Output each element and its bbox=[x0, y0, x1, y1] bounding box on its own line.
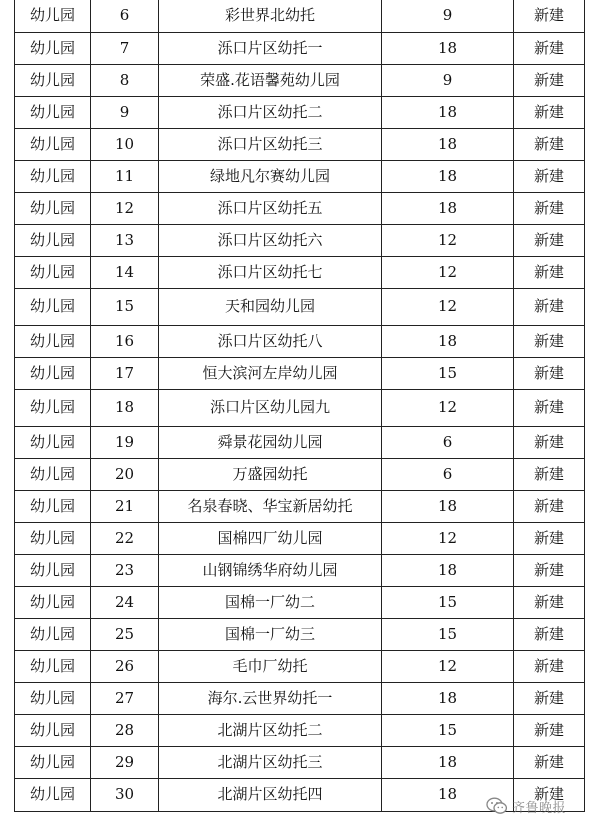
cell-type: 幼儿园 bbox=[15, 650, 91, 682]
table-row bbox=[15, 522, 585, 554]
cell-class-count: 18 bbox=[382, 325, 514, 357]
cell-class-count: 18 bbox=[382, 96, 514, 128]
cell-note: 新建 bbox=[514, 778, 585, 811]
cell-type: 幼儿园 bbox=[15, 357, 91, 389]
cell-number: 15 bbox=[91, 288, 159, 325]
cell-type: 幼儿园 bbox=[15, 160, 91, 192]
table-row bbox=[15, 714, 585, 746]
cell-note: 新建 bbox=[514, 325, 585, 357]
cell-number: 17 bbox=[91, 357, 159, 389]
table-row bbox=[15, 64, 585, 96]
cell-note: 新建 bbox=[514, 32, 585, 64]
cell-note: 新建 bbox=[514, 192, 585, 224]
table-body bbox=[15, 0, 585, 811]
cell-class-count: 12 bbox=[382, 288, 514, 325]
cell-number: 21 bbox=[91, 490, 159, 522]
cell-school-name: 泺口片区幼托五 bbox=[159, 192, 382, 224]
table-row bbox=[15, 160, 585, 192]
cell-number: 7 bbox=[91, 32, 159, 64]
table-row bbox=[15, 618, 585, 650]
cell-school-name: 绿地凡尔赛幼儿园 bbox=[159, 160, 382, 192]
table-row bbox=[15, 325, 585, 357]
cell-school-name: 泺口片区幼托六 bbox=[159, 224, 382, 256]
cell-number: 16 bbox=[91, 325, 159, 357]
table-row bbox=[15, 426, 585, 458]
cell-school-name: 海尔.云世界幼托一 bbox=[159, 682, 382, 714]
cell-class-count: 6 bbox=[382, 426, 514, 458]
cell-note: 新建 bbox=[514, 746, 585, 778]
cell-note: 新建 bbox=[514, 160, 585, 192]
table-row bbox=[15, 128, 585, 160]
table-row bbox=[15, 357, 585, 389]
cell-type: 幼儿园 bbox=[15, 458, 91, 490]
cell-note: 新建 bbox=[514, 650, 585, 682]
table-row bbox=[15, 554, 585, 586]
cell-number: 29 bbox=[91, 746, 159, 778]
cell-school-name: 万盛园幼托 bbox=[159, 458, 382, 490]
table-row bbox=[15, 389, 585, 426]
cell-type: 幼儿园 bbox=[15, 389, 91, 426]
table-row bbox=[15, 458, 585, 490]
cell-number: 14 bbox=[91, 256, 159, 288]
cell-school-name: 恒大滨河左岸幼儿园 bbox=[159, 357, 382, 389]
cell-type: 幼儿园 bbox=[15, 96, 91, 128]
cell-note: 新建 bbox=[514, 586, 585, 618]
table-row bbox=[15, 288, 585, 325]
cell-school-name: 北湖片区幼托三 bbox=[159, 746, 382, 778]
table-row bbox=[15, 96, 585, 128]
cell-class-count: 18 bbox=[382, 490, 514, 522]
cell-note: 新建 bbox=[514, 357, 585, 389]
cell-type: 幼儿园 bbox=[15, 586, 91, 618]
cell-class-count: 9 bbox=[382, 0, 514, 32]
cell-number: 23 bbox=[91, 554, 159, 586]
cell-note: 新建 bbox=[514, 522, 585, 554]
cell-note: 新建 bbox=[514, 224, 585, 256]
table-row bbox=[15, 746, 585, 778]
cell-class-count: 18 bbox=[382, 160, 514, 192]
cell-number: 20 bbox=[91, 458, 159, 490]
table-row bbox=[15, 256, 585, 288]
cell-type: 幼儿园 bbox=[15, 32, 91, 64]
cell-number: 24 bbox=[91, 586, 159, 618]
cell-number: 6 bbox=[91, 0, 159, 32]
cell-type: 幼儿园 bbox=[15, 288, 91, 325]
cell-class-count: 18 bbox=[382, 128, 514, 160]
cell-note: 新建 bbox=[514, 389, 585, 426]
cell-school-name: 国棉四厂幼儿园 bbox=[159, 522, 382, 554]
table-row bbox=[15, 32, 585, 64]
cell-number: 12 bbox=[91, 192, 159, 224]
cell-type: 幼儿园 bbox=[15, 64, 91, 96]
cell-class-count: 12 bbox=[382, 256, 514, 288]
cell-type: 幼儿园 bbox=[15, 426, 91, 458]
cell-school-name: 国棉一厂幼二 bbox=[159, 586, 382, 618]
cell-number: 9 bbox=[91, 96, 159, 128]
cell-note: 新建 bbox=[514, 96, 585, 128]
cell-type: 幼儿园 bbox=[15, 128, 91, 160]
cell-number: 13 bbox=[91, 224, 159, 256]
cell-school-name: 泺口片区幼托一 bbox=[159, 32, 382, 64]
cell-class-count: 12 bbox=[382, 650, 514, 682]
cell-school-name: 泺口片区幼托七 bbox=[159, 256, 382, 288]
cell-note: 新建 bbox=[514, 0, 585, 32]
cell-type: 幼儿园 bbox=[15, 256, 91, 288]
cell-class-count: 18 bbox=[382, 192, 514, 224]
cell-number: 10 bbox=[91, 128, 159, 160]
cell-school-name: 山钢锦绣华府幼儿园 bbox=[159, 554, 382, 586]
cell-number: 22 bbox=[91, 522, 159, 554]
cell-type: 幼儿园 bbox=[15, 554, 91, 586]
cell-note: 新建 bbox=[514, 128, 585, 160]
cell-note: 新建 bbox=[514, 554, 585, 586]
cell-number: 28 bbox=[91, 714, 159, 746]
watermark-text: 齐鲁晚报 bbox=[512, 800, 567, 816]
cell-school-name: 国棉一厂幼三 bbox=[159, 618, 382, 650]
table-row bbox=[15, 490, 585, 522]
cell-school-name: 名泉春晓、华宝新居幼托 bbox=[159, 490, 382, 522]
cell-type: 幼儿园 bbox=[15, 714, 91, 746]
cell-note: 新建 bbox=[514, 256, 585, 288]
cell-type: 幼儿园 bbox=[15, 325, 91, 357]
cell-type: 幼儿园 bbox=[15, 522, 91, 554]
cell-note: 新建 bbox=[514, 618, 585, 650]
cell-class-count: 6 bbox=[382, 458, 514, 490]
cell-note: 新建 bbox=[514, 64, 585, 96]
cell-type: 幼儿园 bbox=[15, 618, 91, 650]
cell-number: 25 bbox=[91, 618, 159, 650]
cell-class-count: 12 bbox=[382, 224, 514, 256]
cell-type: 幼儿园 bbox=[15, 682, 91, 714]
cell-number: 26 bbox=[91, 650, 159, 682]
cell-number: 11 bbox=[91, 160, 159, 192]
cell-type: 幼儿园 bbox=[15, 0, 91, 32]
schools-table-sheet bbox=[14, 0, 584, 830]
cell-class-count: 15 bbox=[382, 357, 514, 389]
cell-number: 8 bbox=[91, 64, 159, 96]
table-row bbox=[15, 778, 585, 811]
cell-school-name: 彩世界北幼托 bbox=[159, 0, 382, 32]
cell-school-name: 泺口片区幼托三 bbox=[159, 128, 382, 160]
cell-number: 30 bbox=[91, 778, 159, 811]
cell-class-count: 15 bbox=[382, 586, 514, 618]
cell-school-name: 泺口片区幼托二 bbox=[159, 96, 382, 128]
cell-note: 新建 bbox=[514, 714, 585, 746]
cell-class-count: 12 bbox=[382, 522, 514, 554]
cell-type: 幼儿园 bbox=[15, 746, 91, 778]
cell-number: 27 bbox=[91, 682, 159, 714]
cell-school-name: 荣盛.花语馨苑幼儿园 bbox=[159, 64, 382, 96]
cell-class-count: 18 bbox=[382, 778, 514, 811]
table-row bbox=[15, 224, 585, 256]
cell-school-name: 泺口片区幼儿园九 bbox=[159, 389, 382, 426]
cell-class-count: 15 bbox=[382, 618, 514, 650]
table-row bbox=[15, 650, 585, 682]
cell-class-count: 18 bbox=[382, 554, 514, 586]
cell-note: 新建 bbox=[514, 490, 585, 522]
cell-type: 幼儿园 bbox=[15, 490, 91, 522]
cell-number: 19 bbox=[91, 426, 159, 458]
table-row bbox=[15, 586, 585, 618]
cell-class-count: 18 bbox=[382, 32, 514, 64]
table-row bbox=[15, 192, 585, 224]
cell-class-count: 15 bbox=[382, 714, 514, 746]
cell-class-count: 9 bbox=[382, 64, 514, 96]
cell-class-count: 18 bbox=[382, 682, 514, 714]
cell-class-count: 12 bbox=[382, 389, 514, 426]
kindergarten-table bbox=[14, 0, 585, 812]
table-row bbox=[15, 0, 585, 32]
cell-school-name: 天和园幼儿园 bbox=[159, 288, 382, 325]
cell-school-name: 毛巾厂幼托 bbox=[159, 650, 382, 682]
table-row bbox=[15, 682, 585, 714]
cell-number: 18 bbox=[91, 389, 159, 426]
cell-note: 新建 bbox=[514, 682, 585, 714]
cell-type: 幼儿园 bbox=[15, 778, 91, 811]
cell-note: 新建 bbox=[514, 458, 585, 490]
cell-note: 新建 bbox=[514, 288, 585, 325]
cell-note: 新建 bbox=[514, 426, 585, 458]
cell-type: 幼儿园 bbox=[15, 192, 91, 224]
cell-school-name: 泺口片区幼托八 bbox=[159, 325, 382, 357]
cell-class-count: 18 bbox=[382, 746, 514, 778]
cell-school-name: 北湖片区幼托四 bbox=[159, 778, 382, 811]
cell-type: 幼儿园 bbox=[15, 224, 91, 256]
cell-school-name: 北湖片区幼托二 bbox=[159, 714, 382, 746]
cell-school-name: 舜景花园幼儿园 bbox=[159, 426, 382, 458]
